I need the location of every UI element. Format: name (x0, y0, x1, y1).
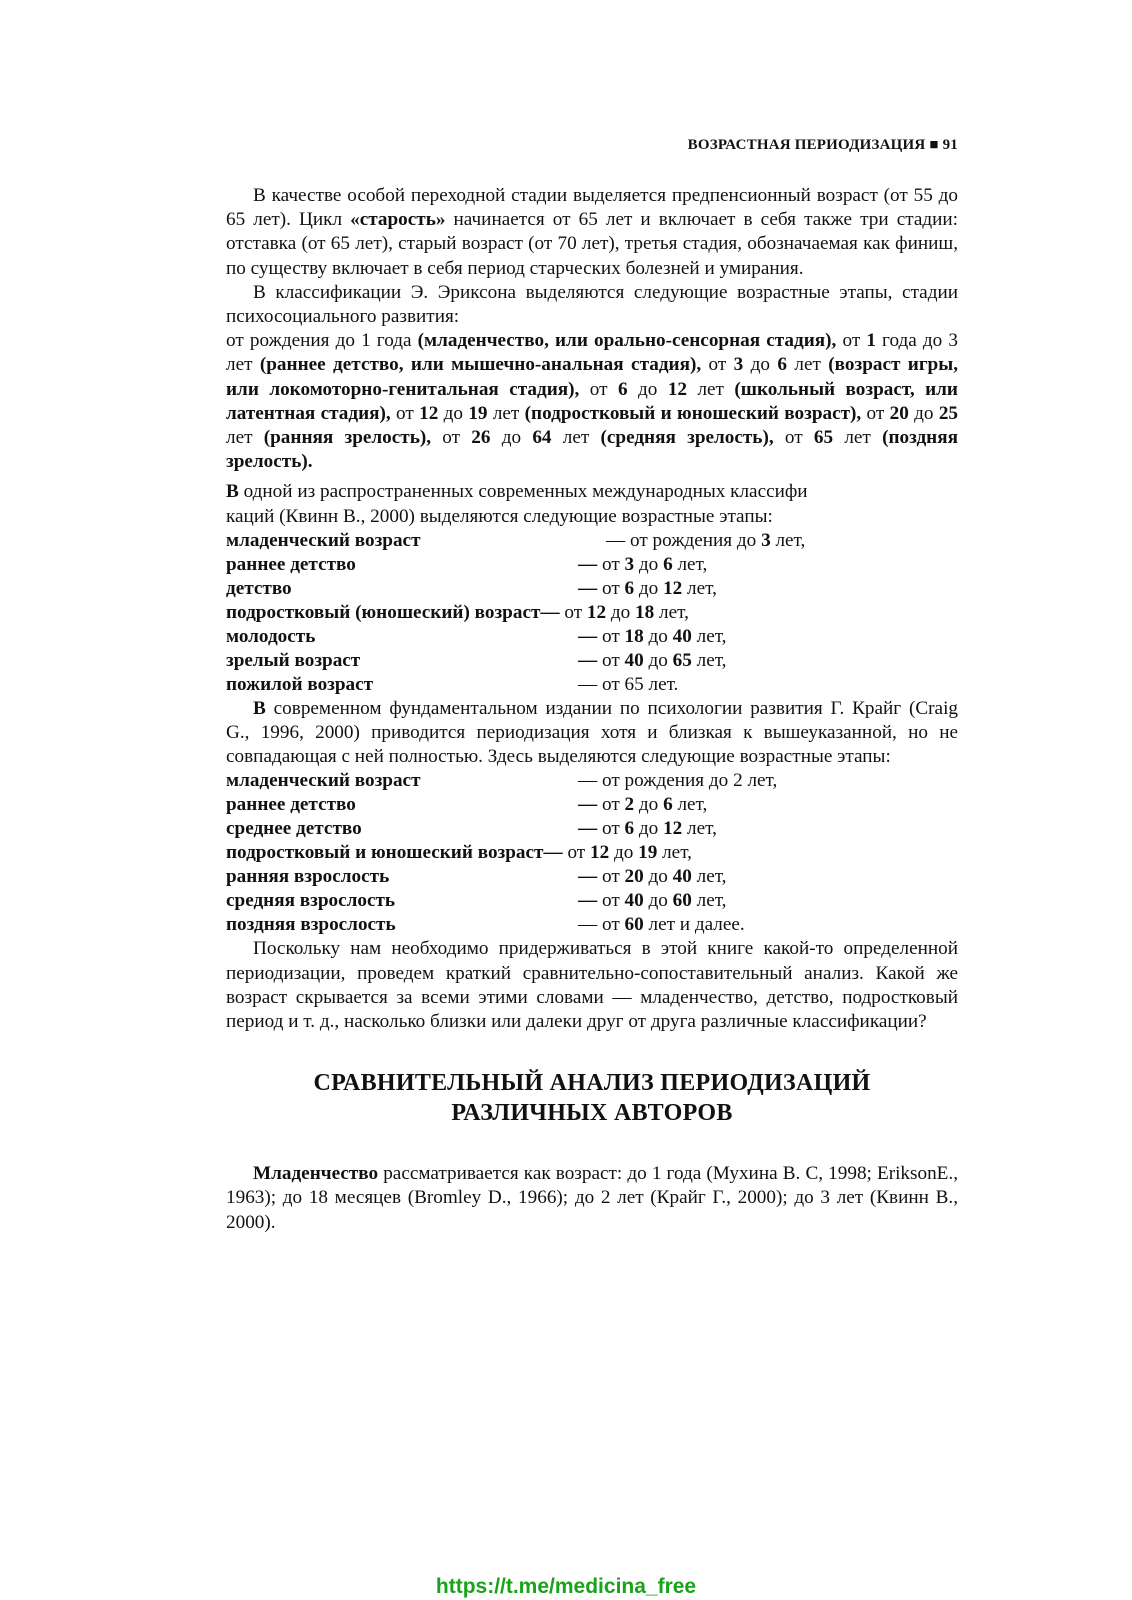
text-run: от рождения до 1 года (226, 330, 418, 352)
telegram-link[interactable]: https://t.me/medicina_free (435, 1575, 697, 1598)
text-run: лет, (672, 553, 708, 575)
bold-number: 20 (624, 866, 644, 888)
bold-number: 18 (635, 601, 655, 623)
text-run: лет, (691, 866, 727, 888)
text-run: от (597, 625, 625, 647)
text-run: лет, (770, 529, 806, 551)
text-run: от (559, 601, 587, 623)
text-run: до (634, 577, 664, 599)
age-stage-term: подростковый (юношеский) возраст (226, 601, 541, 623)
bold-number: 40 (624, 890, 644, 912)
bold-number: 64 (532, 427, 552, 449)
text-run: от (836, 330, 867, 352)
bold-term: (поздняя зрелость). (226, 427, 958, 473)
bold-number: 6 (663, 553, 673, 575)
age-list-row (226, 817, 958, 841)
age-stage-range (543, 841, 691, 865)
bold-number: 26 (471, 427, 491, 449)
running-header: ВОЗРАСТНАЯ ПЕРИОДИЗАЦИЯ ■ 91 (687, 137, 958, 153)
text-run: лет и далее. (643, 914, 745, 936)
text-run: одной из распространенных современных международных классифи (238, 481, 808, 503)
bold-number: — (578, 866, 598, 888)
text-run: до (634, 818, 664, 840)
bold-number: 65 (813, 427, 834, 449)
bold-number: — (578, 649, 598, 671)
age-stage-range (578, 553, 707, 577)
section-heading (226, 1068, 958, 1128)
text-run: до (627, 378, 668, 400)
text-run: лет, (691, 890, 727, 912)
bold-number: 3 (761, 529, 771, 551)
bold-number: 40 (672, 625, 692, 647)
bold-lead: В (226, 481, 239, 503)
section-title-line1: СРАВНИТЕЛЬНЫЙ АНАЛИЗ ПЕРИОДИЗАЦИЙ (313, 1070, 871, 1097)
text-run: от (701, 354, 734, 376)
bold-number: 20 (889, 402, 909, 424)
text-run: современном фундаментальном издании по психологии развития Г. Крайг (Craig G., 1996, 2000) приводится периодизация хотя и близкая к вышеуказанной, но не совпадающая с ней полностью. Здесь выделяются следующие возрастные этапы: (226, 697, 958, 768)
age-list-row (226, 625, 958, 649)
age-stage-term: раннее детство (226, 553, 356, 575)
bold-number: 19 (468, 402, 488, 424)
text-run: до (743, 354, 778, 376)
text-run: от (597, 553, 625, 575)
bold-number: 3 (733, 354, 744, 376)
bold-number: 6 (624, 577, 635, 599)
age-stage-range (578, 577, 717, 601)
bold-term: (ранняя зрелость), (263, 427, 432, 449)
text-run: лет (487, 402, 525, 424)
bold-number: 60 (624, 914, 644, 936)
bold-number: 19 (638, 842, 658, 864)
age-stage-range (540, 601, 688, 625)
text-run: — от 65 лет. (578, 673, 679, 695)
age-stage-range (578, 865, 726, 889)
text-run: от (562, 842, 590, 864)
age-stage-term: младенческий возраст (226, 770, 421, 792)
text-run: от (597, 649, 625, 671)
paragraph-erikson-stages (226, 329, 958, 474)
bold-number: 12 (586, 601, 607, 623)
text-run: лет (787, 354, 829, 376)
age-stage-range (578, 769, 777, 793)
text-run: — от рождения до (606, 529, 762, 551)
text-run: до (634, 794, 664, 816)
text-run: лет, (691, 625, 727, 647)
paragraph-erikson-intro: В классификации Э. Эриксона выделяются следующие возрастные этапы, стадии психосоциального развития: (226, 281, 958, 328)
text-run: до (609, 842, 639, 864)
bold-term: (возраст игры, или локомоторно-генитальная стадия), (226, 354, 959, 400)
age-list-row (226, 649, 958, 673)
text-run: лет, (691, 649, 727, 671)
bold-number: — (578, 890, 598, 912)
age-list-row (226, 529, 958, 553)
bold-number: 25 (938, 402, 958, 424)
text-run: года до 3 лет (226, 330, 958, 376)
text-run: от (773, 427, 814, 449)
age-list-row (226, 553, 958, 577)
age-list-row (226, 841, 958, 865)
age-list-row (226, 889, 958, 913)
age-list-row (226, 865, 958, 889)
age-list-row (226, 601, 958, 625)
age-stage-term: подростковый и юношеский возраст (226, 842, 544, 864)
text-run: лет, (654, 601, 689, 623)
bold-number: 12 (667, 378, 687, 400)
bold-number: — (578, 553, 598, 575)
bold-number: 60 (672, 890, 692, 912)
text-run: от (597, 890, 625, 912)
bold-number: — (578, 625, 598, 647)
text-run: от (597, 914, 625, 936)
quinn-age-list (226, 529, 958, 697)
text-run: до (606, 601, 636, 623)
age-stage-term: зрелый возраст (226, 649, 361, 671)
text-run: лет, (672, 794, 708, 816)
age-stage-term: раннее детство (226, 794, 356, 816)
bold-term: (подростковый и юношеский возраст), (524, 402, 862, 424)
paragraph-quinn-intro (226, 480, 958, 528)
bold-number: 12 (419, 402, 439, 424)
text-run: до (643, 866, 673, 888)
age-stage-term: средняя взрослость (226, 890, 396, 912)
bold-number: 40 (672, 866, 692, 888)
age-stage-term: младенческий возраст (226, 529, 421, 551)
bold-lead: В (253, 697, 266, 719)
age-stage-range (578, 913, 745, 937)
age-stage-range (578, 889, 726, 913)
paragraph-old-age (226, 184, 958, 281)
age-stage-range (578, 625, 726, 649)
text-run: лет (226, 427, 264, 449)
bold-term: (средняя зрелость), (600, 427, 774, 449)
text-run: лет, (657, 842, 692, 864)
paragraph-craig-intro (226, 697, 958, 770)
text-run: до (643, 625, 673, 647)
age-stage-term: среднее детство (226, 818, 362, 840)
paragraph-infancy (226, 1162, 958, 1235)
bold-term: (школьный возраст, или латентная стадия), (226, 378, 958, 424)
age-stage-range (606, 529, 805, 553)
text-run: до (908, 402, 939, 424)
bold-number: 12 (589, 842, 610, 864)
age-list-row (226, 577, 958, 601)
age-stage-range (578, 817, 717, 841)
bold-term: (младенчество, или орально-сенсорная стадия), (417, 330, 837, 352)
age-stage-range (578, 793, 707, 817)
bold-number: — (543, 842, 563, 864)
age-stage-term: пожилой возраст (226, 673, 374, 695)
text-run: до (438, 402, 469, 424)
text-run: В качестве особой переходной стадии выделяется предпенсионный возраст (от 55 до 65 лет). Цикл (226, 185, 958, 231)
age-stage-term: детство (226, 577, 292, 599)
age-stage-range (578, 649, 726, 673)
section-title-line2: РАЗЛИЧНЫХ АВТОРОВ (451, 1100, 733, 1127)
bold-number: 3 (624, 553, 635, 575)
age-list-row (226, 793, 958, 817)
text-run: лет (551, 427, 601, 449)
bold-term: «старость» (350, 209, 446, 231)
text-run: от (597, 866, 625, 888)
text-run: от (597, 577, 625, 599)
paragraph-comparison: Поскольку нам необходимо придерживаться в этой книге какой-то определенной периодизации, проведем краткий сравнительно-сопоставительный анализ. Какой же возраст скрывается за всеми этими словами — младенчество, детство, подростковый период и т. д., насколько близки или далеки друг от друга различные классификации? (226, 938, 958, 1033)
text-run: от (861, 402, 890, 424)
craig-age-list (226, 769, 958, 937)
text-run: лет (687, 378, 735, 400)
text-run: лет (833, 427, 883, 449)
text-run: рассматривается как возраст: до 1 года (Мухина В. С, 1998; EriksonE., 1963); до 18 месяцев (Bromley D., 1966); до 2 лет (Крайг Г., 2000); до 3 лет (Квинн В., 2000). (226, 1163, 958, 1233)
bold-number: 1 (866, 330, 876, 352)
bold-number: — (578, 818, 598, 840)
text-run: начинается от 65 лет и включает в себя также три стадии: отставка (от 65 лет), старый возраст (от 70 лет), третья стадия, обозначаемая как финиш, по существу включает в себя период старческих болезней и умирания. (226, 209, 958, 279)
text-run: от (597, 818, 625, 840)
text-run: от (431, 427, 472, 449)
bold-number: 12 (663, 577, 683, 599)
text-run: до (634, 553, 664, 575)
bold-number: 65 (672, 649, 692, 671)
age-list-row (226, 769, 958, 793)
bold-number: — (578, 794, 598, 816)
bold-number: 6 (617, 378, 628, 400)
bold-number: 18 (624, 625, 644, 647)
text-run: до (490, 427, 533, 449)
bold-number: 12 (663, 818, 683, 840)
age-list-row (226, 913, 958, 937)
text-run: лет, (682, 818, 717, 840)
bold-number: 6 (663, 794, 673, 816)
bold-number: 2 (624, 794, 635, 816)
bold-lead: Младенчество (253, 1163, 379, 1185)
text-run: до (643, 890, 673, 912)
page-body (226, 184, 958, 1235)
age-stage-term: молодость (226, 625, 316, 647)
age-stage-range (578, 673, 678, 697)
bold-term: (раннее детство, или мышечно-анальная стадия), (259, 354, 702, 376)
bold-number: 6 (624, 818, 635, 840)
bold-number: 6 (777, 354, 787, 376)
text-run: от (579, 378, 618, 400)
text-run: — (578, 914, 598, 936)
text-run: каций (Квинн В., 2000) выделяются следующие возрастные этапы: (226, 505, 773, 527)
text-run: от (597, 794, 625, 816)
text-run: от (390, 402, 420, 424)
text-run: лет, (682, 577, 717, 599)
text-run: — от рождения до 2 лет, (578, 770, 778, 792)
bold-number: — (540, 601, 560, 623)
age-list-row (226, 673, 958, 697)
bold-number: — (578, 577, 598, 599)
text-run: до (643, 649, 673, 671)
age-stage-term: поздняя взрослость (226, 914, 396, 936)
bold-number: 40 (624, 649, 644, 671)
age-stage-term: ранняя взрослость (226, 866, 390, 888)
